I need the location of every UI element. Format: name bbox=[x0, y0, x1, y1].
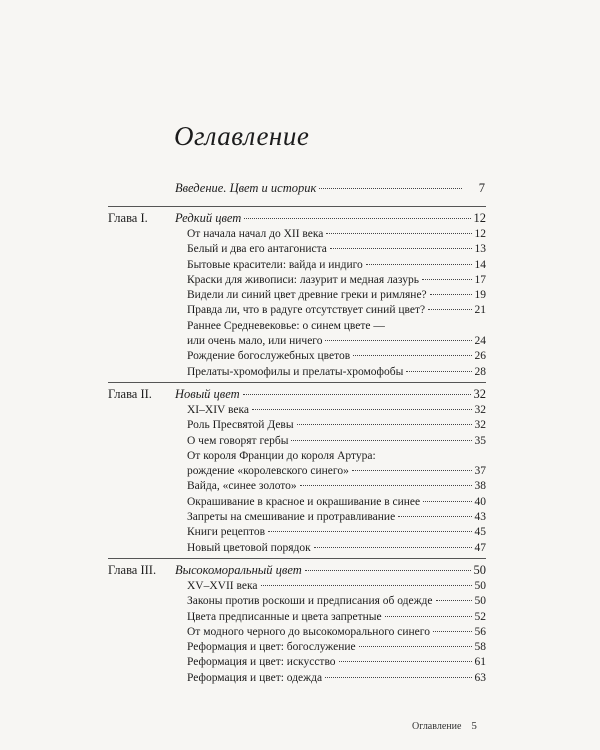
toc-item[interactable] bbox=[187, 579, 486, 594]
toc-item[interactable] bbox=[187, 464, 486, 479]
dot-leader bbox=[243, 394, 471, 395]
chapter-number: Глава II. bbox=[108, 387, 152, 401]
chapter-heading[interactable] bbox=[108, 387, 486, 402]
toc-item[interactable] bbox=[187, 625, 486, 640]
chapter-divider bbox=[108, 206, 486, 207]
toc-item-page: 32 bbox=[474, 404, 486, 416]
toc-item-page: 26 bbox=[474, 350, 486, 363]
toc-item-label: Видели ли синий цвет древние греки и римляне? bbox=[187, 289, 427, 302]
toc-item-line1[interactable]: От короля Франции до короля Артура: bbox=[187, 449, 376, 462]
toc-item-label: Цвета предписанные и цвета запретные bbox=[187, 610, 382, 623]
toc-item[interactable] bbox=[187, 273, 486, 288]
toc-item-page: 50 bbox=[474, 580, 486, 592]
running-title: Оглавление bbox=[412, 721, 462, 732]
dot-leader bbox=[305, 570, 471, 571]
toc-item-label: Реформация и цвет: искусство bbox=[187, 656, 336, 669]
toc-item-label: рождение «королевского синего» bbox=[187, 465, 349, 478]
toc-item-label: Роль Пресвятой Девы bbox=[187, 419, 294, 432]
toc-item-page: 58 bbox=[474, 641, 486, 654]
toc-item[interactable] bbox=[187, 640, 486, 655]
dot-leader bbox=[261, 585, 472, 586]
chapter-title: Новый цвет bbox=[175, 387, 240, 401]
intro-label: Введение. Цвет и историк bbox=[175, 181, 317, 195]
dot-leader bbox=[430, 294, 472, 295]
dot-leader bbox=[325, 340, 471, 341]
toc-item[interactable] bbox=[187, 610, 486, 625]
toc-intro-entry[interactable] bbox=[175, 181, 485, 196]
toc-item[interactable] bbox=[187, 594, 486, 609]
toc-item[interactable] bbox=[187, 479, 486, 494]
toc-item-label: XI–XIV века bbox=[187, 404, 249, 416]
dot-leader bbox=[314, 547, 472, 548]
toc-item-label: О чем говорят гербы bbox=[187, 434, 289, 447]
toc-item-page: 12 bbox=[474, 228, 486, 240]
toc-item-label: Законы против роскоши и предписания об одежде bbox=[187, 595, 433, 608]
toc-item-label: Вайда, «синее золото» bbox=[187, 480, 297, 493]
dot-leader bbox=[300, 485, 472, 486]
chapter-title: Высокоморальный цвет bbox=[175, 563, 302, 577]
dot-leader bbox=[326, 233, 471, 234]
toc-item-label: Правда ли, что в радуге отсутствует синий цвет? bbox=[187, 304, 426, 317]
dot-leader bbox=[353, 355, 471, 356]
toc-item-page: 24 bbox=[474, 335, 486, 348]
toc-item-page: 63 bbox=[474, 671, 486, 684]
chapter-1 bbox=[108, 211, 486, 380]
toc-item-page: 47 bbox=[474, 541, 486, 554]
page-title: Оглавление bbox=[174, 121, 310, 151]
chapter-divider bbox=[108, 558, 486, 559]
toc-item-page: 52 bbox=[474, 610, 486, 623]
toc-item-page: 13 bbox=[474, 243, 486, 256]
chapter-page: 50 bbox=[473, 563, 486, 577]
toc-item-page: 19 bbox=[474, 289, 486, 302]
dot-leader bbox=[330, 248, 472, 249]
toc-item-page: 17 bbox=[474, 273, 486, 286]
toc-item-page: 38 bbox=[474, 480, 486, 493]
toc-item[interactable] bbox=[187, 525, 486, 540]
chapter-number: Глава I. bbox=[108, 211, 148, 225]
toc-item-label: Рождение богослужебных цветов bbox=[187, 350, 351, 363]
toc-item[interactable] bbox=[187, 349, 486, 364]
page-footer bbox=[412, 720, 477, 732]
toc-item[interactable] bbox=[187, 334, 486, 349]
toc-item-page: 28 bbox=[474, 365, 486, 378]
toc-item-label: Прелаты-хромофилы и прелаты-хромофобы bbox=[187, 365, 404, 378]
toc-item[interactable] bbox=[187, 495, 486, 510]
toc-item-label: Бытовые красители: вайда и индиго bbox=[187, 258, 363, 271]
dot-leader bbox=[436, 600, 472, 601]
chapter-page: 12 bbox=[473, 211, 486, 225]
toc-item[interactable] bbox=[187, 671, 486, 686]
toc-item-label: От начала начал до XII века bbox=[187, 228, 324, 240]
dot-leader bbox=[339, 661, 472, 662]
toc-item-label: Книги рецептов bbox=[187, 526, 266, 539]
toc-item-label: От модного черного до высокоморального синего bbox=[187, 625, 430, 638]
toc-item-line1[interactable]: Раннее Средневековье: о синем цвете — bbox=[187, 319, 385, 332]
toc-item-label: Белый и два его антагониста bbox=[187, 243, 327, 256]
toc-item-label: Окрашивание в красное и окрашивание в синее bbox=[187, 495, 421, 508]
toc-item-page: 45 bbox=[474, 526, 486, 539]
chapter-page: 32 bbox=[473, 387, 486, 401]
dot-leader bbox=[319, 188, 462, 189]
toc-item[interactable] bbox=[187, 403, 486, 418]
toc-item-page: 32 bbox=[474, 419, 486, 432]
chapter-2 bbox=[108, 387, 486, 556]
dot-leader bbox=[352, 470, 472, 471]
chapter-title: Редкий цвет bbox=[175, 211, 242, 225]
dot-leader bbox=[428, 309, 471, 310]
toc-item-page: 37 bbox=[474, 465, 486, 478]
toc-item-page: 14 bbox=[474, 258, 486, 271]
toc-item[interactable] bbox=[187, 655, 486, 670]
toc-item-label: Новый цветовой порядок bbox=[187, 541, 311, 554]
toc-item-label: Реформация и цвет: богослужение bbox=[187, 641, 356, 654]
chapter-heading[interactable] bbox=[108, 563, 486, 578]
toc-item[interactable] bbox=[187, 541, 486, 556]
chapter-heading[interactable] bbox=[108, 211, 486, 226]
chapter-number: Глава III. bbox=[108, 563, 157, 577]
toc-item[interactable] bbox=[187, 258, 486, 273]
toc-item-page: 40 bbox=[474, 495, 486, 508]
dot-leader bbox=[406, 371, 471, 372]
dot-leader bbox=[423, 501, 471, 502]
dot-leader bbox=[297, 424, 472, 425]
dot-leader bbox=[433, 631, 472, 632]
dot-leader bbox=[422, 279, 472, 280]
dot-leader bbox=[291, 440, 471, 441]
toc-item[interactable] bbox=[187, 418, 486, 433]
intro-page: 7 bbox=[478, 181, 485, 195]
toc-item-page: 56 bbox=[474, 625, 486, 638]
toc-item-label: XV–XVII века bbox=[187, 580, 258, 592]
chapter-3 bbox=[108, 563, 486, 686]
dot-leader bbox=[244, 218, 470, 219]
toc-item-page: 61 bbox=[474, 656, 486, 669]
toc-item-page: 50 bbox=[474, 595, 486, 608]
toc-item-label: Запреты на смешивание и протравливание bbox=[187, 511, 396, 524]
page-number: 5 bbox=[471, 720, 477, 732]
toc-item-page: 35 bbox=[474, 434, 486, 447]
toc-item[interactable] bbox=[187, 227, 486, 242]
chapter-divider bbox=[108, 382, 486, 383]
toc-item[interactable] bbox=[187, 242, 486, 257]
toc-item-label: или очень мало, или ничего bbox=[187, 335, 323, 348]
toc-item[interactable] bbox=[187, 510, 486, 525]
dot-leader bbox=[325, 677, 471, 678]
toc-item[interactable] bbox=[187, 434, 486, 449]
dot-leader bbox=[398, 516, 471, 517]
toc-item[interactable] bbox=[187, 288, 486, 303]
toc-item[interactable] bbox=[187, 365, 486, 380]
toc-item-page: 43 bbox=[474, 511, 486, 524]
toc-item-page: 21 bbox=[474, 304, 486, 317]
dot-leader bbox=[366, 264, 472, 265]
toc-item-label: Реформация и цвет: одежда bbox=[187, 671, 323, 684]
dot-leader bbox=[252, 409, 472, 410]
dot-leader bbox=[268, 531, 471, 532]
dot-leader bbox=[385, 616, 472, 617]
toc-item-label: Краски для живописи: лазурит и медная лазурь bbox=[187, 273, 419, 286]
dot-leader bbox=[359, 646, 472, 647]
toc-item[interactable] bbox=[187, 303, 486, 318]
